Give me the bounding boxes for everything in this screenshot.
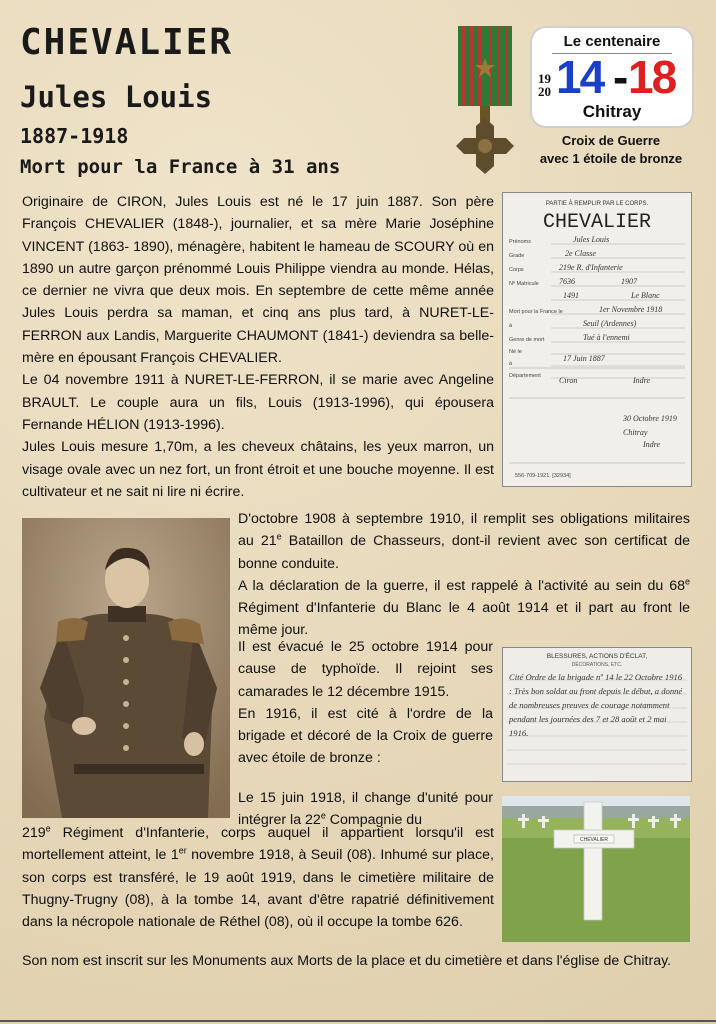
- bio-paragraph-evacuation: Il est évacué le 25 octobre 1914 pour cause de typhoïde. Il rejoint ses camarades le 12 décembre 1915.: [238, 639, 493, 700]
- record-card-handwritten-entry: 1907: [621, 277, 637, 286]
- croix-de-guerre-medal-icon: [450, 26, 520, 176]
- bio-block-memorials: [22, 950, 694, 972]
- record-card-handwritten-entry: Chitray: [623, 428, 648, 437]
- bio-block-war: [238, 636, 493, 770]
- record-card-handwritten-entry: 1er Novembre 1918: [599, 305, 663, 314]
- logo-top-text: Le centenaire: [563, 33, 661, 50]
- record-card-handwritten-entry: Tué à l'ennemi: [583, 333, 630, 342]
- bio-paragraph-marriage: Le 04 novembre 1911 à NURET-LE-FERRON, il se marie avec Angeline BRAULT. Le couple aura un fils, Louis (1913-1996), qui épousera Fernande HÉLION (1913-1996).: [22, 372, 494, 433]
- citation-text-1: Cité Ordre de la brigade nº 14 le 22 Octobre 1916 :: [509, 672, 683, 696]
- cross-plaque-name: CHEVALIER: [580, 837, 608, 843]
- logo-years-small: [538, 72, 551, 98]
- record-card-field-label: Grade: [509, 253, 525, 259]
- bio-paragraph-mobilisation: A la déclaration de la guerre, il est rappelé à l'activité au sein du 68e Régiment d'Infanterie du Blanc le 4 août 1914 et il part au front le même jour.: [238, 576, 690, 639]
- record-card-footer: 556-709-1921. [32934]: [515, 473, 571, 479]
- medal-caption-line-2: avec 1 étoile de bronze: [539, 151, 683, 166]
- record-card-heading: PARTIE À REMPLIR PAR LE CORPS.: [545, 201, 649, 207]
- bio-block-early-life: [22, 191, 494, 503]
- record-card-handwritten-entry: Jules Louis: [573, 235, 610, 244]
- bio-paragraph-transfer: Le 15 juin 1918, il change d'unité pour intégrer la 22e Compagnie du: [238, 790, 493, 829]
- bio-block-death: [22, 822, 494, 933]
- record-card-field-label: Nº Matricule: [509, 281, 539, 287]
- death-record-card: [502, 192, 692, 487]
- page-title-surname: CHEVALIER: [20, 22, 234, 63]
- centenaire-logo: [532, 28, 692, 126]
- bio-paragraph-memorials: Son nom est inscrit sur les Monuments aux Morts de la place et du cimetière et dans l'église de Chitray.: [22, 953, 672, 969]
- logo-end-year: 18: [628, 51, 676, 103]
- medal-caption-line-1: Croix de Guerre: [561, 133, 661, 148]
- bio-paragraph-citation: En 1916, il est cité à l'ordre de la brigade et décoré de la Croix de guerre avec étoile de bronze :: [238, 705, 493, 767]
- citation-text-2: Très bon soldat au front depuis le début, a donné de nombreuses preuves de courage notamment pendant les journées des 7 et 28 août et 2 mai 1916.: [509, 686, 683, 738]
- record-card-field-label: Prénoms: [509, 239, 532, 245]
- record-card-handwritten-entry: Seuil (Ardennes): [583, 319, 637, 328]
- citation-record-card: [502, 647, 692, 782]
- soldier-portrait-photo: [22, 518, 230, 818]
- medal-caption: [518, 132, 704, 168]
- record-card-handwritten-entry: 7636: [559, 277, 575, 286]
- bio-paragraph-description: Jules Louis mesure 1,70m, a les cheveux châtains, les yeux marron, un visage ovale avec un nez fort, un front étroit et une bouche moyenne. Il est cultivateur et ne sait ni lire ni écrire.: [22, 439, 494, 500]
- record-card-handwritten-entry: 1491: [563, 291, 579, 300]
- record-card-field-label: Né le: [509, 349, 522, 355]
- bio-paragraph-origin: Originaire de CIRON, Jules Louis est né le 17 juin 1887. Son père François CHEVALIER (1848-), journalier, et sa mère Marie Joséphine VINCENT (1863- 1890), ménagère, habitent le hameau de SCOURY où en 1890 un autre garçon prénommé Louis Philippe viendra au monde. Hélas, ce dernier ne vivra que deux mois. En septembre de cette même année Jules Louis perdra sa maman, et cinq ans plus tard, à NURET-LE-FERRON aux Landis, Marguerite CHAUMONT (1841-) deviendra sa belle-mère en épousant François CHEVALIER.: [22, 194, 494, 367]
- bio-paragraph-death: 219e Régiment d'Infanterie, corps auquel il appartient lorsqu'il est mortellement atteint, le 1er novembre 1918, à Seuil (08). Inhumé sur place, son corps est transféré, le 19 août 1919, dans le cimetière militaire de Thugny-Trugny (08), à la tombe 14, avant d'être rapatrié définitivement dans la nécropole nationale de Réthel (08), où il occupe la tombe 626.: [22, 823, 494, 931]
- logo-place: Chitray: [582, 102, 642, 121]
- logo-year-19: 19: [538, 71, 551, 86]
- logo-dash: -: [613, 51, 629, 103]
- bio-block-military: [238, 508, 690, 642]
- record-card-handwritten-entry: 30 Octobre 1919: [623, 414, 677, 423]
- record-card-field-label: à: [509, 361, 513, 367]
- record-card-handwritten-entry: Le Blanc: [631, 291, 660, 300]
- record-card-handwritten-entry: Ciron: [559, 376, 578, 385]
- record-card-handwritten-entry: 17 Juin 1887: [563, 354, 605, 363]
- logo-start-year: 14: [556, 51, 604, 103]
- death-note: Mort pour la France à 31 ans: [20, 156, 341, 178]
- citation-card-subheading: DÉCORATIONS, ETC.: [571, 662, 623, 668]
- life-years: 1887-1918: [20, 124, 129, 148]
- logo-year-20: 20: [538, 84, 551, 99]
- record-card-handwritten-entry: Indre: [633, 376, 651, 385]
- record-card-field-label: Département: [509, 373, 541, 379]
- record-card-handwritten-entry: 2e Classe: [565, 249, 596, 258]
- record-card-field-label: à: [509, 323, 513, 329]
- record-card-handwritten-entry: Indre: [643, 440, 661, 449]
- record-card-field-label: Mort pour la France le: [509, 309, 563, 315]
- record-card-name: CHEVALIER: [542, 211, 652, 234]
- page-bottom-rule: [0, 1020, 716, 1022]
- record-card-handwritten-entry: 219e R. d'Infanterie: [559, 263, 623, 272]
- page-title-first-names: Jules Louis: [20, 80, 213, 114]
- record-card-field-label: Corps: [509, 267, 524, 273]
- grave-cross-photo: [502, 796, 690, 942]
- citation-card-heading: BLESSURES, ACTIONS D'ÉCLAT,: [546, 653, 648, 660]
- record-card-field-label: Genre de mort: [509, 337, 545, 343]
- bio-paragraph-service: D'octobre 1908 à septembre 1910, il remplit ses obligations militaires au 21e Bataillon de Chasseurs, dont-il revient avec son certificat de bonne conduite.: [238, 511, 690, 572]
